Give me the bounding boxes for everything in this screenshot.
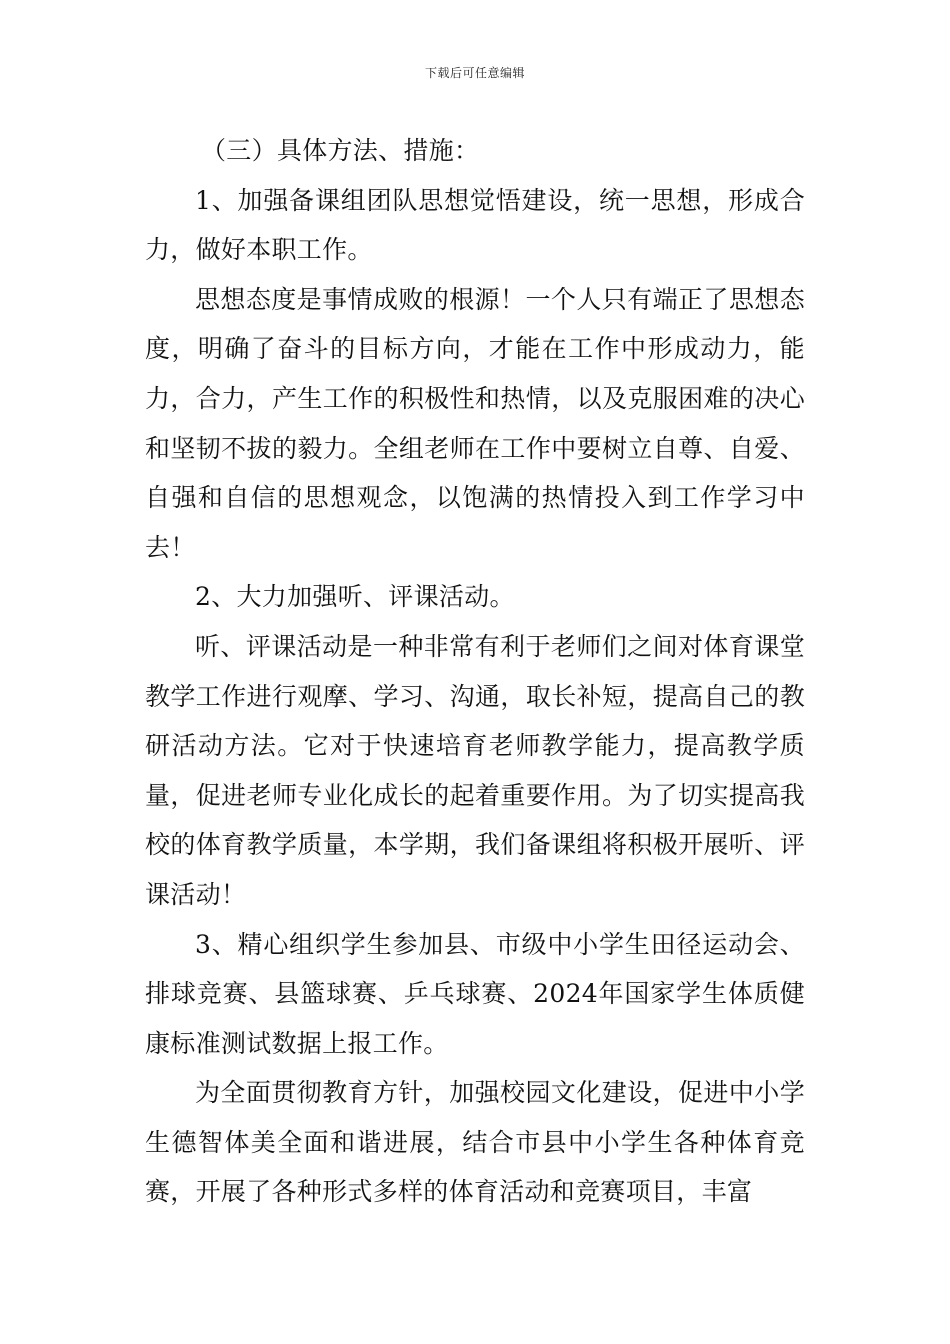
paragraph-body-2: 听、评课活动是一种非常有利于老师们之间对体育课堂教学工作进行观摩、学习、沟通，取长补短，提高自己的教研活动方法。它对于快速培育老师教学能力，提高教学质量，促进老师专业化成长的起着重要作用。为了切实提高我校的体育教学质量，本学期，我们备课组将积极开展听、评课活动！ <box>145 631 805 909</box>
paragraph-item-3: 3、精心组织学生参加县、市级中小学生田径运动会、排球竞赛、县篮球赛、乒乓球赛、2024年国家学生体质健康标准测试数据上报工作。 <box>145 929 805 1058</box>
paragraph-item-1: 1、加强备课组团队思想觉悟建设，统一思想，形成合力，做好本职工作。 <box>145 185 805 265</box>
document-body <box>145 126 805 1217</box>
section-heading: （三）具体方法、措施： <box>201 136 480 165</box>
header-note: 下载后可任意编辑 <box>424 66 525 80</box>
paragraph-item-2: 2、大力加强听、评课活动。 <box>195 582 515 612</box>
paragraph-body-3: 为全面贯彻教育方针，加强校园文化建设，促进中小学生德智体美全面和谐进展，结合市县中小学生各种体育竞赛，开展了各种形式多样的体育活动和竞赛项目，丰富 <box>145 1078 805 1207</box>
paragraph-body-1: 思想态度是事情成败的根源！一个人只有端正了思想态度，明确了奋斗的目标方向，才能在工作中形成动力，能力，合力，产生工作的积极性和热情，以及克服困难的决心和坚韧不拔的毅力。全组老师在工作中要树立自尊、自爱、自强和自信的思想观念，以饱满的热情投入到工作学习中去！ <box>145 284 805 562</box>
